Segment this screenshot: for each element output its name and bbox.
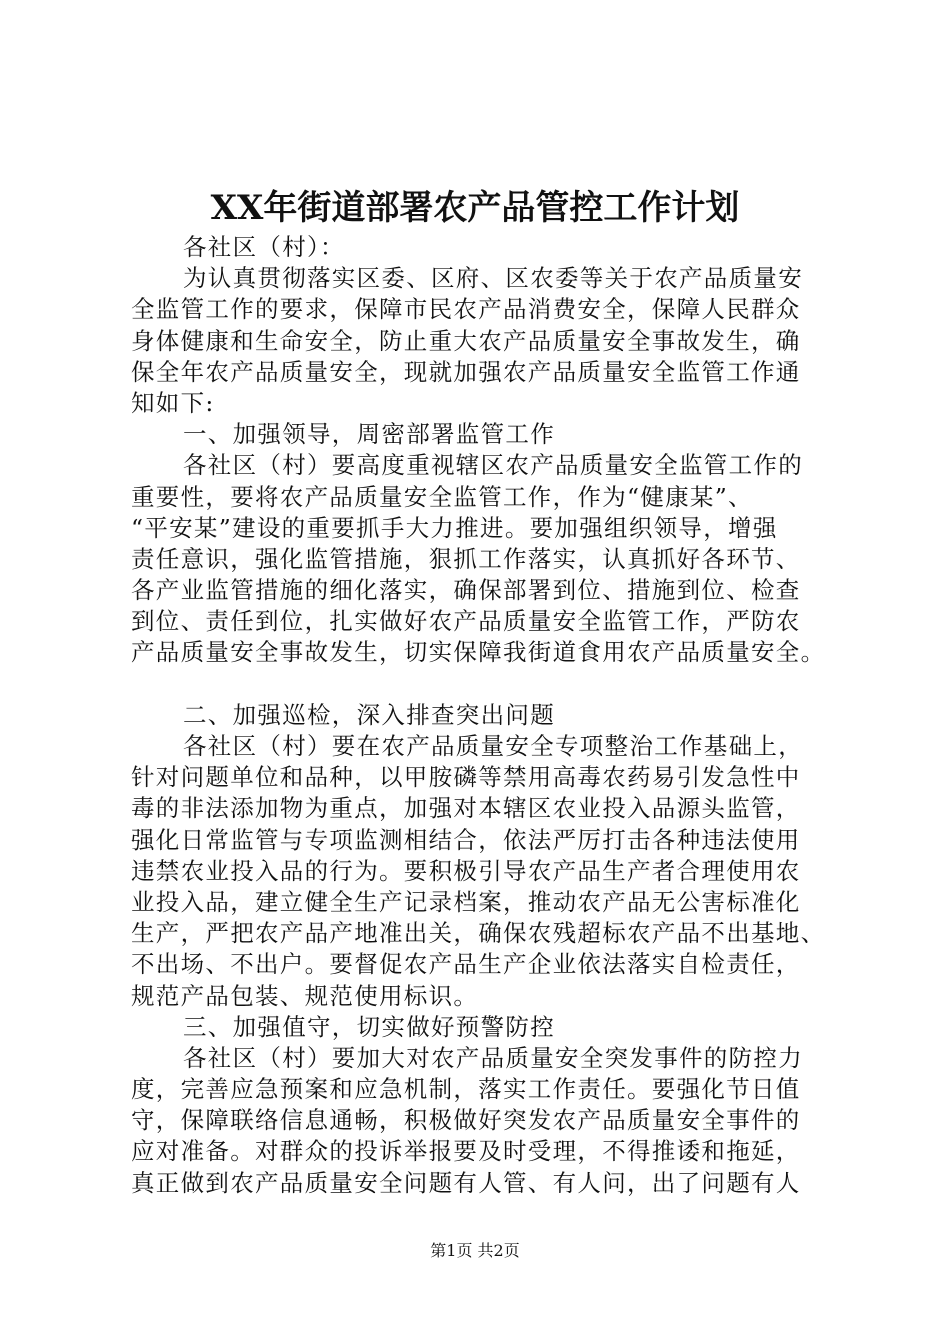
paragraph-line: 针对问题单位和品种，以甲胺磷等禁用高毒农药易引发急性中 xyxy=(131,763,801,792)
paragraph-line: 重要性，要将农产品质量安全监管工作，作为“健康某”、 xyxy=(131,482,753,511)
paragraph-line: 违禁农业投入品的行为。要积极引导农产品生产者合理使用农 xyxy=(131,856,801,885)
paragraph-line: 生产，严把农产品产地准出关，确保农残超标农产品不出基地、 xyxy=(131,919,826,948)
paragraph-line: 应对准备。对群众的投诉举报要及时受理，不得推诿和拖延， xyxy=(131,1137,801,1166)
paragraph-line: 度，完善应急预案和应急机制，落实工作责任。要强化节日值 xyxy=(131,1075,801,1104)
paragraph-line: 不出场、不出户。要督促农产品生产企业依法落实自检责任， xyxy=(131,950,801,979)
paragraph-line: 全监管工作的要求，保障市民农产品消费安全，保障人民群众 xyxy=(131,295,801,324)
paragraph-line: “平安某”建设的重要抓手大力推进。要加强组织领导，增强 xyxy=(131,513,778,542)
paragraph-line: 守，保障联络信息通畅，积极做好突发农产品质量安全事件的 xyxy=(131,1106,801,1135)
section-heading-2: 二、加强巡检，深入排查突出问题 xyxy=(183,700,555,729)
paragraph-line: 业投入品，建立健全生产记录档案，推动农产品无公害标准化 xyxy=(131,887,801,916)
paragraph-line: 到位、责任到位，扎实做好农产品质量安全监管工作，严防农 xyxy=(131,607,801,636)
paragraph-line: 知如下: xyxy=(131,388,215,417)
paragraph-line: 各社区（村）要在农产品质量安全专项整治工作基础上， xyxy=(183,732,803,760)
paragraph-line: 责任意识，强化监管措施，狠抓工作落实，认真抓好各环节、 xyxy=(131,544,801,573)
page-footer: 第1页 共2页 xyxy=(430,1241,520,1260)
paragraph-line: 为认真贯彻落实区委、区府、区农委等关于农产品质量安 xyxy=(183,264,803,293)
paragraph-line: 强化日常监管与专项监测相结合，依法严厉打击各种违法使用 xyxy=(131,825,801,854)
section-heading-3: 三、加强值守，切实做好预警防控 xyxy=(183,1012,555,1041)
paragraph-line: 规范产品包装、规范使用标识。 xyxy=(131,981,479,1010)
page-title: XX年街道部署农产品管控工作计划 xyxy=(210,188,740,228)
paragraph-line: 各产业监管措施的细化落实，确保部署到位、措施到位、检查 xyxy=(131,576,801,605)
section-heading-1: 一、加强领导，周密部署监管工作 xyxy=(183,420,555,449)
paragraph-line: 各社区（村）要高度重视辖区农产品质量安全监管工作的 xyxy=(183,451,803,480)
paragraph-line: 身体健康和生命安全，防止重大农产品质量安全事故发生，确 xyxy=(131,326,801,355)
paragraph-line: 真正做到农产品质量安全问题有人管、有人问，出了问题有人 xyxy=(131,1168,801,1197)
blank-line xyxy=(131,669,851,700)
paragraph-line: 各社区（村）要加大对农产品质量安全突发事件的防控力 xyxy=(183,1043,803,1072)
document-body xyxy=(131,232,851,1199)
paragraph-line: 产品质量安全事故发生，切实保障我街道食用农产品质量安全。 xyxy=(131,638,826,667)
paragraph-line: 毒的非法添加物为重点，加强对本辖区农业投入品源头监管， xyxy=(131,794,801,823)
salutation: 各社区（村）： xyxy=(183,233,345,261)
paragraph-line: 保全年农产品质量安全，现就加强农产品质量安全监管工作通 xyxy=(131,357,801,386)
